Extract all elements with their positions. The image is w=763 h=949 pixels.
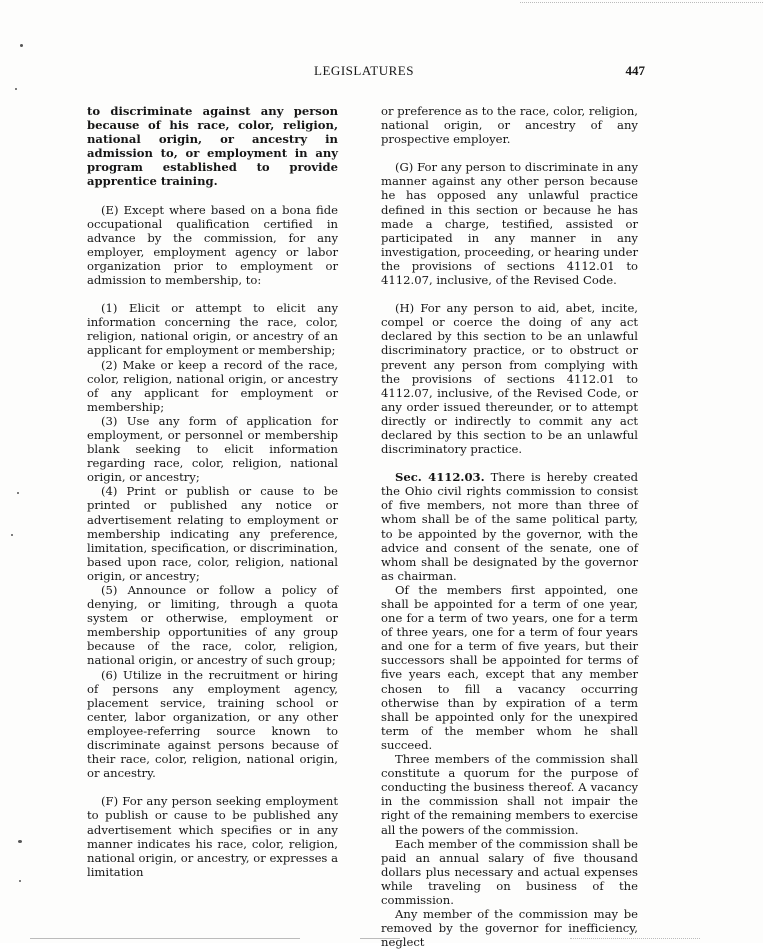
right-column	[381, 104, 638, 949]
item-5: (5) Announce or follow a policy of denying, or limiting, through a quota system or otherwise, employment or membership opportunities of any group because of the race, color, religion, national origin, or ancestry of such group;	[87, 583, 338, 668]
item-4: (4) Print or publish or cause to be printed or published any notice or advertisement relating to employment or membership indicating any preference, limitation, specification, or discrimination, based upon race, color, religion, national origin, or ancestry;	[87, 484, 338, 583]
running-title: LEGISLATURES	[314, 63, 414, 78]
item-6: (6) Utilize in the recruitment or hiring of persons any employment agency, placement service, training school or center, labor organization, or any other employee-referring source known to discriminate against persons because of their race, color, religion, national origin, or ancestry.	[87, 667, 338, 781]
bottom-edge-line	[360, 938, 400, 939]
bottom-edge-line	[570, 938, 700, 939]
page-number: 447	[625, 63, 645, 78]
paragraph-d-continuation: to discriminate against any person because of his race, color, religion, national origin, or ancestry in admission to, or employment in any program established to provide apprentice training.	[87, 104, 338, 189]
section-4112-03	[381, 470, 638, 583]
item-1: (1) Elicit or attempt to elicit any information concerning the race, color, religion, national origin, or ancestry of an applicant for employment or membership;	[87, 301, 338, 358]
margin-speck	[20, 44, 23, 47]
paragraph-e: (E) Except where based on a bona fide occupational qualification certified in advance by the commission, for any employer, employment agency or labor organization prior to employment or admission to membership, to:	[87, 202, 338, 288]
paragraph-h: (H) For any person to aid, abet, incite, compel or coerce the doing of any act declared by this section to be an unlawful discriminatory practice, or to obstruct or prevent any person from complying with the provisions of sections 4112.01 to 4112.07, inclusive, of the Revised Code, or any order issued thereunder, or to attempt directly or indirectly to commit any act declared by this section to be an unlawful discriminatory practice.	[381, 301, 638, 457]
left-column	[87, 104, 338, 879]
paragraph-g: (G) For any person to discriminate in any manner against any other person because he has opposed any unlawful practice defined in this section or because he has made a charge, testified, assisted or participated in any manner in any investigation, proceeding, or hearing under the provisions of sections 4112.01 to 4112.07, inclusive, of the Revised Code.	[381, 160, 638, 288]
item-2: (2) Make or keep a record of the race, color, religion, national origin, or ancestry of any applicant for employment or membership;	[87, 357, 338, 414]
paragraph-salary: Each member of the commission shall be paid an annual salary of five thousand dollars plus necessary and actual expenses while traveling on business of the commission.	[381, 836, 638, 907]
margin-speck	[11, 534, 13, 536]
page-header	[85, 63, 643, 81]
margin-speck	[19, 880, 21, 882]
paragraph-f: (F) For any person seeking employment to publish or cause to be published any advertisement which specifies or in any manner indicates his race, color, religion, national origin, or ancestry, or expresses a limitation	[87, 794, 338, 879]
paragraph-terms: Of the members first appointed, one shall be appointed for a term of one year, one for a term of two years, one for a term of three years, one for a term of four years and one for a term of five years, but their successors shall be appointed for terms of five years each, except that any member chosen to fill a vacancy occurring otherwise than by expiration of a term shall be appointed only for the unexpired term of the member whom he shall succeed.	[381, 582, 638, 752]
paragraph-f-continuation: or preference as to the race, color, religion, national origin, or ancestry of any prospective employer.	[381, 104, 638, 147]
section-label: Sec. 4112.03.	[395, 470, 485, 485]
paragraph-removal: Any member of the commission may be removed by the governor for inefficiency, neglect	[381, 907, 638, 949]
margin-speck	[15, 88, 17, 90]
bottom-edge-line	[30, 938, 300, 939]
paragraph-quorum: Three members of the commission shall constitute a quorum for the purpose of conducting the business thereof. A vacancy in the commission shall not impair the right of the remaining members to exercise all the powers of the commission.	[381, 752, 638, 837]
top-edge-dots	[520, 2, 763, 3]
section-text: There is hereby created the Ohio civil rights commission to consist of five members, not more than three of whom shall be of the same political party, to be appointed by the governor, with the advice and consent of the senate, one of whom shall be designated by the governor as chairman.	[381, 470, 638, 583]
margin-speck	[18, 840, 22, 843]
item-3: (3) Use any form of application for employment, or personnel or membership blank seeking to elicit information regarding race, color, religion, national origin, or ancestry;	[87, 413, 338, 485]
margin-speck	[17, 492, 19, 494]
